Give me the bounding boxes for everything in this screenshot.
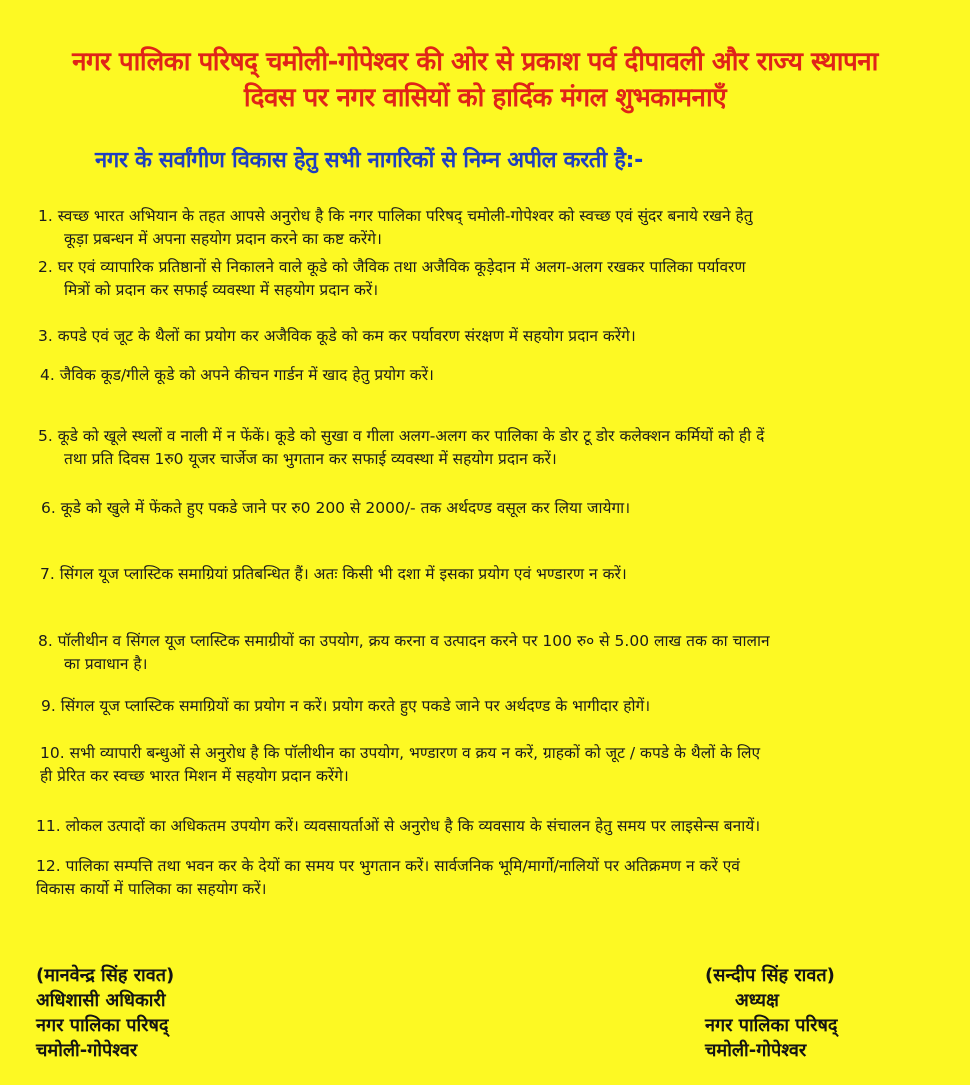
signatory-org: नगर पालिका परिषद् <box>705 1015 838 1036</box>
item-text-line1: पालिका सम्पत्ति तथा भवन कर के देयों का समय पर भुगतान करें। सार्वजनिक भूमि/मार्गो/नालियों पर अतिक्रमण न करें एवं <box>65 857 740 875</box>
item-text-line1: स्वच्छ भारत अभियान के तहत आपसे अनुरोध है कि नगर पालिका परिषद् चमोली-गोपेश्वर को स्वच्छ एवं सुंदर बनाये रखने हेतु <box>57 207 753 225</box>
item-number: 5. <box>38 427 53 445</box>
signatory-title: अध्यक्ष <box>735 990 779 1011</box>
signatory-title: अधिशासी अधिकारी <box>36 990 166 1011</box>
appeal-heading: नगर के सर्वांगीण विकास हेतु सभी नागरिकों से निम्न अपील करती है:- <box>95 148 643 173</box>
signatory-name: (सन्दीप सिंह रावत) <box>705 965 835 986</box>
item-text-line1: कपडे एवं जूट के थैलों का प्रयोग कर अजैविक कूडे को कम कर पर्यावरण संरक्षण में सहयोग प्रदान करेंगे। <box>57 327 636 345</box>
item-number: 7. <box>40 565 55 583</box>
list-item <box>41 497 941 520</box>
item-number: 3. <box>38 327 53 345</box>
item-text-line2: ही प्रेरित कर स्वच्छ भारत मिशन में सहयोग प्रदान करेंगे। <box>40 767 349 785</box>
item-text-line1: सिंगल यूज प्लास्टिक समाग्रियों का प्रयोग न करें। प्रयोग करते हुए पकडे जाने पर अर्थदण्ड के भागीदार होगें। <box>60 697 651 715</box>
signatory-name: (मानवेन्द्र सिंह रावत) <box>36 965 175 986</box>
item-number: 1. <box>38 207 53 225</box>
signature-block-executive-officer <box>36 963 174 1063</box>
item-number: 8. <box>38 632 53 650</box>
greeting-header-line1: नगर पालिका परिषद् चमोली-गोपेश्वर की ओर से प्रकाश पर्व दीपावली और राज्य स्थापना <box>72 47 878 77</box>
item-text-line1: सभी व्यापारी बन्धुओं से अनुरोध है कि पॉलीथीन का उपयोग, भण्डारण व क्रय न करें, ग्राहकों को जूट / कपडे के थैलों के लिए <box>69 744 761 762</box>
item-text-line2: तथा प्रति दिवस 1रु0 यूजर चार्जेज का भुगतान कर सफाई व्यवस्था में सहयोग प्रदान करें। <box>64 450 557 468</box>
item-text-line1: पॉलीथीन व सिंगल यूज प्लास्टिक समाग्रीयों का उपयोग, क्रय करना व उत्पादन करने पर 100 रु० से 5.00 लाख तक का चालान <box>57 632 770 650</box>
item-text-line1: कूडे को खूले स्थलों व नाली में न फेंकें। कूडे को सुखा व गीला अलग-अलग कर पालिका के डोर टू डोर कलेक्शन कर्मियों को ही दें <box>57 427 765 445</box>
item-text-line1: कूडे को खुले में फेंकते हुए पकडे जाने पर रु0 200 से 2000/- तक अर्थदण्ड वसूल कर लिया जायेगा। <box>60 499 631 517</box>
list-item <box>36 855 936 901</box>
item-number: 4. <box>40 366 55 384</box>
item-text-line1: सिंगल यूज प्लास्टिक समाग्रियां प्रतिबन्धित हैं। अतः किसी भी दशा में इसका प्रयोग एवं भण्डारण न करें। <box>59 565 627 583</box>
list-item <box>40 364 940 387</box>
signatory-place: चमोली-गोपेश्वर <box>705 1040 807 1061</box>
item-number: 11. <box>36 817 61 835</box>
list-item <box>38 425 938 471</box>
item-number: 12. <box>36 857 61 875</box>
greeting-header-line2: दिवस पर नगर वासियों को हार्दिक मंगल शुभकामनाएँ <box>243 83 727 113</box>
list-item <box>41 695 941 718</box>
item-number: 9. <box>41 697 56 715</box>
list-item <box>38 205 938 251</box>
list-item <box>36 815 936 838</box>
item-text-line2: मित्रों को प्रदान कर सफाई व्यवस्था में सहयोग प्रदान करें। <box>64 281 379 299</box>
item-number: 2. <box>38 258 53 276</box>
greeting-header <box>0 44 970 116</box>
list-item <box>38 630 938 676</box>
list-item <box>38 325 938 348</box>
list-item <box>40 742 940 788</box>
item-text-line1: घर एवं व्यापारिक प्रतिष्ठानों से निकालने वाले कूडे को जैविक तथा अजैविक कूड़ेदान में अलग-अलग रखकर पालिका पर्यावरण <box>57 258 746 276</box>
list-item <box>40 563 940 586</box>
item-text-line2: का प्रवाधान है। <box>64 655 148 673</box>
signatory-place: चमोली-गोपेश्वर <box>36 1040 138 1061</box>
item-text-line2: कूड़ा प्रबन्धन में अपना सहयोग प्रदान करने का कष्ट करेंगे। <box>64 230 382 248</box>
signature-block-chairman <box>705 963 837 1063</box>
item-text-line1: लोकल उत्पादों का अधिकतम उपयोग करें। व्यवसायर्ताओं से अनुरोध है कि व्यवसाय के संचालन हेतु समय पर लाइसेन्स बनायें। <box>65 817 761 835</box>
item-number: 6. <box>41 499 56 517</box>
item-number: 10. <box>40 744 65 762</box>
item-text-line2: विकास कार्यो में पालिका का सहयोग करें। <box>36 880 267 898</box>
list-item <box>38 256 938 302</box>
signatory-org: नगर पालिका परिषद् <box>36 1015 169 1036</box>
item-text-line1: जैविक कूड/गीले कूडे को अपने कीचन गार्डन में खाद हेतु प्रयोग करें। <box>59 366 434 384</box>
